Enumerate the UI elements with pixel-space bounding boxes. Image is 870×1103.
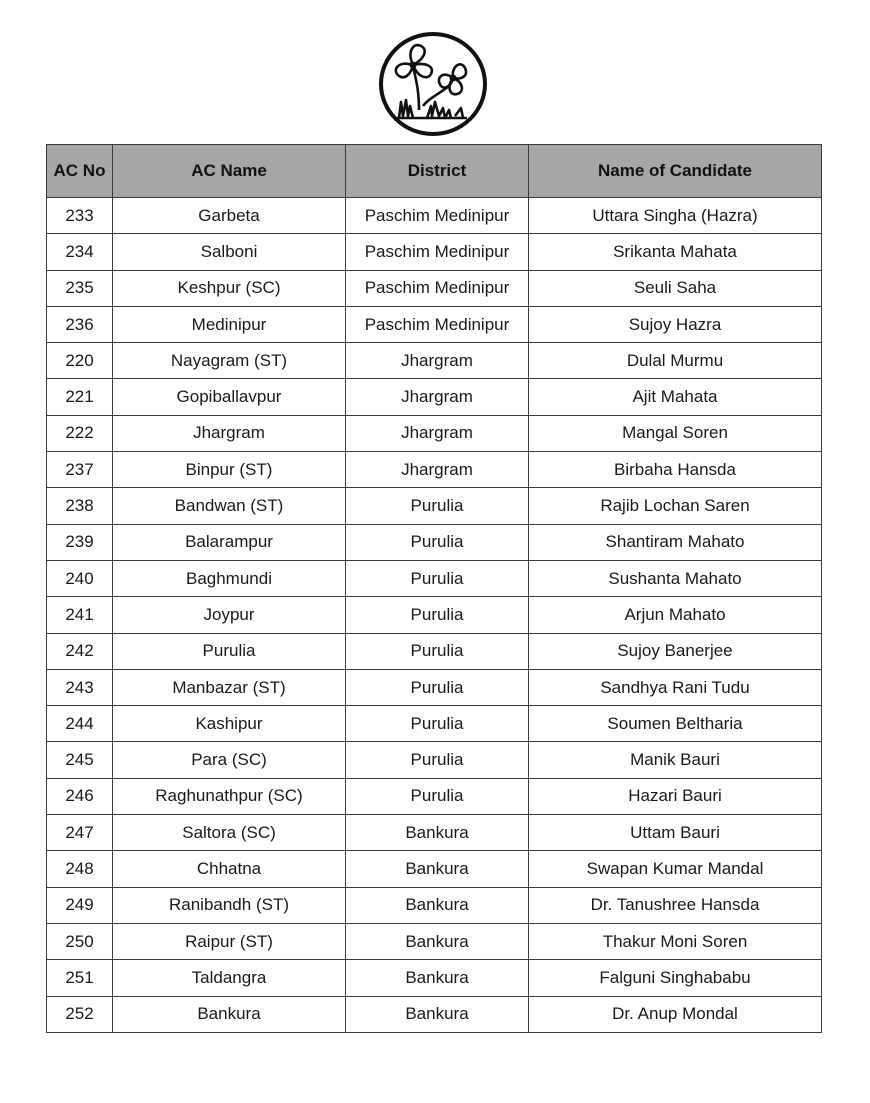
table-row: [47, 270, 822, 306]
cell-ac-no: 252: [47, 996, 113, 1032]
cell-candidate: Soumen Beltharia: [529, 706, 822, 742]
cell-ac-no: 220: [47, 343, 113, 379]
cell-district: Purulia: [346, 597, 529, 633]
table-row: [47, 923, 822, 959]
cell-district: Bankura: [346, 851, 529, 887]
cell-ac-name: Nayagram (ST): [113, 343, 346, 379]
cell-candidate: Sujoy Banerjee: [529, 633, 822, 669]
table-row: [47, 234, 822, 270]
header-ac-no: AC No: [47, 145, 113, 198]
cell-ac-no: 235: [47, 270, 113, 306]
cell-candidate: Dr. Anup Mondal: [529, 996, 822, 1032]
cell-candidate: Sushanta Mahato: [529, 560, 822, 596]
table-row: [47, 851, 822, 887]
cell-district: Bankura: [346, 996, 529, 1032]
cell-ac-name: Medinipur: [113, 306, 346, 342]
header-ac-name: AC Name: [113, 145, 346, 198]
cell-candidate: Thakur Moni Soren: [529, 923, 822, 959]
cell-ac-no: 222: [47, 415, 113, 451]
cell-candidate: Uttam Bauri: [529, 815, 822, 851]
cell-ac-name: Joypur: [113, 597, 346, 633]
cell-candidate: Manik Bauri: [529, 742, 822, 778]
table-row: [47, 488, 822, 524]
table-row: [47, 452, 822, 488]
cell-candidate: Sandhya Rani Tudu: [529, 669, 822, 705]
cell-district: Purulia: [346, 488, 529, 524]
cell-district: Paschim Medinipur: [346, 198, 529, 234]
cell-ac-name: Ranibandh (ST): [113, 887, 346, 923]
cell-candidate: Sujoy Hazra: [529, 306, 822, 342]
cell-ac-no: 242: [47, 633, 113, 669]
table-row: [47, 524, 822, 560]
table-row: [47, 960, 822, 996]
cell-district: Jhargram: [346, 379, 529, 415]
table-row: [47, 996, 822, 1032]
cell-district: Bankura: [346, 923, 529, 959]
cell-ac-name: Chhatna: [113, 851, 346, 887]
cell-district: Jhargram: [346, 343, 529, 379]
cell-candidate: Hazari Bauri: [529, 778, 822, 814]
table-row: [47, 198, 822, 234]
cell-district: Paschim Medinipur: [346, 306, 529, 342]
cell-ac-no: 250: [47, 923, 113, 959]
cell-candidate: Seuli Saha: [529, 270, 822, 306]
cell-ac-name: Balarampur: [113, 524, 346, 560]
cell-ac-name: Binpur (ST): [113, 452, 346, 488]
cell-candidate: Falguni Singhababu: [529, 960, 822, 996]
cell-candidate: Birbaha Hansda: [529, 452, 822, 488]
cell-ac-name: Para (SC): [113, 742, 346, 778]
cell-ac-no: 243: [47, 669, 113, 705]
cell-ac-name: Raipur (ST): [113, 923, 346, 959]
table-row: [47, 887, 822, 923]
table-row: [47, 597, 822, 633]
cell-district: Paschim Medinipur: [346, 234, 529, 270]
cell-ac-name: Saltora (SC): [113, 815, 346, 851]
cell-ac-name: Garbeta: [113, 198, 346, 234]
cell-ac-name: Raghunathpur (SC): [113, 778, 346, 814]
cell-candidate: Srikanta Mahata: [529, 234, 822, 270]
table-row: [47, 706, 822, 742]
table-row: [47, 633, 822, 669]
cell-district: Jhargram: [346, 452, 529, 488]
cell-district: Bankura: [346, 887, 529, 923]
party-logo: [377, 30, 489, 138]
table-row: [47, 815, 822, 851]
cell-ac-no: 248: [47, 851, 113, 887]
cell-ac-name: Manbazar (ST): [113, 669, 346, 705]
table-row: [47, 343, 822, 379]
header-district: District: [346, 145, 529, 198]
table-row: [47, 669, 822, 705]
cell-district: Bankura: [346, 815, 529, 851]
cell-ac-name: Taldangra: [113, 960, 346, 996]
cell-ac-name: Purulia: [113, 633, 346, 669]
cell-district: Purulia: [346, 560, 529, 596]
cell-ac-name: Baghmundi: [113, 560, 346, 596]
cell-candidate: Arjun Mahato: [529, 597, 822, 633]
cell-ac-no: 245: [47, 742, 113, 778]
cell-district: Purulia: [346, 524, 529, 560]
cell-candidate: Dr. Tanushree Hansda: [529, 887, 822, 923]
cell-ac-no: 233: [47, 198, 113, 234]
cell-ac-no: 221: [47, 379, 113, 415]
cell-ac-no: 241: [47, 597, 113, 633]
cell-candidate: Rajib Lochan Saren: [529, 488, 822, 524]
cell-ac-no: 234: [47, 234, 113, 270]
cell-candidate: Uttara Singha (Hazra): [529, 198, 822, 234]
table-row: [47, 560, 822, 596]
cell-ac-no: 251: [47, 960, 113, 996]
header-candidate: Name of Candidate: [529, 145, 822, 198]
cell-ac-no: 237: [47, 452, 113, 488]
cell-ac-name: Keshpur (SC): [113, 270, 346, 306]
table-row: [47, 379, 822, 415]
cell-ac-name: Bandwan (ST): [113, 488, 346, 524]
cell-district: Purulia: [346, 706, 529, 742]
cell-district: Purulia: [346, 742, 529, 778]
cell-ac-no: 249: [47, 887, 113, 923]
cell-candidate: Ajit Mahata: [529, 379, 822, 415]
cell-district: Purulia: [346, 669, 529, 705]
table-row: [47, 778, 822, 814]
table-row: [47, 415, 822, 451]
cell-ac-no: 247: [47, 815, 113, 851]
cell-candidate: Mangal Soren: [529, 415, 822, 451]
cell-ac-no: 236: [47, 306, 113, 342]
cell-ac-name: Gopiballavpur: [113, 379, 346, 415]
cell-ac-no: 244: [47, 706, 113, 742]
candidates-table: [46, 144, 822, 1033]
cell-ac-name: Salboni: [113, 234, 346, 270]
table-row: [47, 306, 822, 342]
cell-district: Bankura: [346, 960, 529, 996]
cell-ac-no: 246: [47, 778, 113, 814]
cell-ac-name: Kashipur: [113, 706, 346, 742]
cell-ac-name: Jhargram: [113, 415, 346, 451]
cell-district: Jhargram: [346, 415, 529, 451]
table-row: [47, 742, 822, 778]
cell-district: Purulia: [346, 633, 529, 669]
flowers-grass-icon: [377, 30, 489, 138]
cell-ac-no: 239: [47, 524, 113, 560]
cell-candidate: Shantiram Mahato: [529, 524, 822, 560]
cell-ac-name: Bankura: [113, 996, 346, 1032]
cell-candidate: Dulal Murmu: [529, 343, 822, 379]
cell-district: Paschim Medinipur: [346, 270, 529, 306]
cell-ac-no: 238: [47, 488, 113, 524]
cell-candidate: Swapan Kumar Mandal: [529, 851, 822, 887]
cell-ac-no: 240: [47, 560, 113, 596]
table-header-row: [47, 145, 822, 198]
cell-district: Purulia: [346, 778, 529, 814]
